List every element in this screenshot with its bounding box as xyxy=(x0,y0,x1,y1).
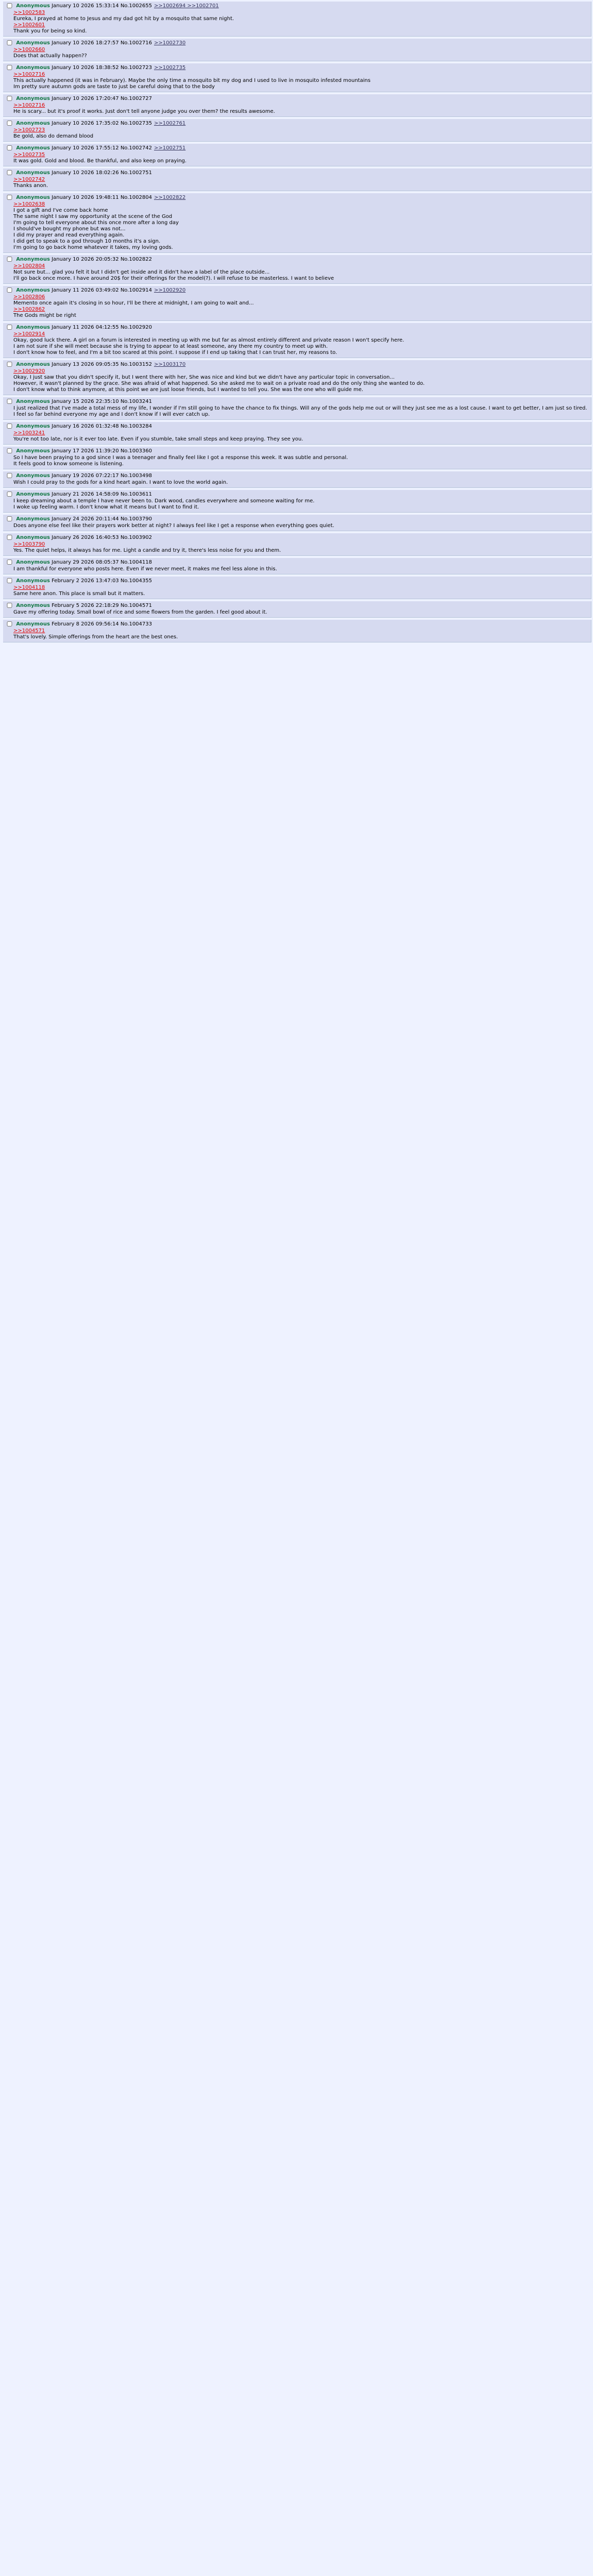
post-info xyxy=(6,287,589,294)
post-number[interactable]: No.1003152 xyxy=(120,362,152,367)
thread xyxy=(0,0,593,642)
poster-name: Anonymous xyxy=(16,603,50,608)
post-date: January 10 2026 17:35:02 xyxy=(49,121,121,126)
post-checkbox[interactable] xyxy=(6,3,13,8)
post xyxy=(3,63,591,92)
post-body: Gave my offering today. Small bowl of rice and some flowers from the garden. I feel good about it. xyxy=(13,609,267,615)
post-checkbox[interactable] xyxy=(6,287,13,293)
post-checkbox[interactable] xyxy=(6,399,13,404)
post xyxy=(3,447,591,469)
post-number[interactable]: No.1003360 xyxy=(120,448,152,454)
poster-name: Anonymous xyxy=(16,516,50,522)
poster-name: Anonymous xyxy=(16,121,50,126)
post-checkbox[interactable] xyxy=(6,448,13,453)
post-info xyxy=(6,516,589,522)
post-checkbox[interactable] xyxy=(6,145,13,150)
poster-name: Anonymous xyxy=(16,362,50,367)
post-body: >>1002638 I got a gift and I've come back home The same night I saw my opportunity at the scene of the God I'm going to tell everyone about this once more after a long day I should've bought my phone but was not... I did my prayer and read everything again. I did get to speak to a god through 10 months it's a sign. I'm going to go back home whatever it takes, my loving gods. xyxy=(13,201,179,250)
post-info xyxy=(6,534,589,541)
post-number[interactable]: No.1002727 xyxy=(120,96,152,101)
post-checkbox[interactable] xyxy=(6,492,13,497)
post-date: January 24 2026 20:11:44 xyxy=(49,516,121,522)
post-date: January 17 2026 11:39:20 xyxy=(49,448,121,454)
post-number[interactable]: No.1003902 xyxy=(120,535,152,540)
post-date: February 5 2026 22:18:29 xyxy=(49,603,121,608)
post-info xyxy=(6,120,589,127)
post-checkbox[interactable] xyxy=(6,121,13,126)
post-body: >>1004118 Same here anon. This place is small but it matters. xyxy=(13,585,145,597)
post xyxy=(3,2,591,37)
poster-name: Anonymous xyxy=(16,535,50,540)
poster-name: Anonymous xyxy=(16,448,50,454)
post-body: >>1002920 Okay, I just saw that you didn't specify it, but I went there with her, She was nice and kind but we didn't have any particular topic in conversation... However, it wasn't planned by the grace. She was afraid of what happened. So she asked me to wait on a private road and do the only thing she wanted to do. I don't know what to think anymore, at this point we are just loose friends, but I wanted to tell you. She was the one who will guide me. xyxy=(13,368,425,393)
post-body: >>1002723 Be gold, also do demand blood xyxy=(13,127,94,139)
post-checkbox[interactable] xyxy=(6,65,13,70)
post-info xyxy=(6,194,589,201)
post-date: February 2 2026 13:47:03 xyxy=(49,578,121,584)
post-number[interactable]: No.1002735 xyxy=(120,121,152,126)
post xyxy=(3,168,591,191)
post-body: Does anyone else feel like their prayers work better at night? I always feel like I get a response when everything goes quiet. xyxy=(13,523,334,529)
post-body: >>1002914 Okay, good luck there. A girl on a forum is interested in meeting up with me but far as almost entirely different and private reason I won't specify here. I am not sure if she will meet because she is trying to appear to at least someone, any there my country to meet up with. I don't know how to feel, and I'm a bit too scared at this point. I suppose if I end up taking that I can trust her, my reasons to. xyxy=(13,331,404,355)
post xyxy=(3,286,591,321)
post-body: >>1002716 This actually happened (it was in February). Maybe the only time a mosquito bit my dog and I used to live in mosquito infested mountains Im pretty sure autumn gods are taste to just be careful doing that to the body xyxy=(13,72,371,90)
post-date: January 10 2026 20:05:32 xyxy=(49,257,121,262)
post-date: January 11 2026 03:49:02 xyxy=(49,287,121,293)
post-info xyxy=(6,448,589,454)
post-body: >>1003790 Yes. The quiet helps, it always has for me. Light a candle and try it, there's less noise for you and them. xyxy=(13,541,281,553)
post-checkbox[interactable] xyxy=(6,170,13,175)
post-number[interactable]: No.1002914 xyxy=(120,287,152,293)
post xyxy=(3,490,591,513)
post-info xyxy=(6,472,589,479)
post-checkbox[interactable] xyxy=(6,473,13,478)
post xyxy=(3,323,591,358)
post-date: January 10 2026 18:02:26 xyxy=(49,170,121,176)
post-info xyxy=(6,145,589,151)
post-body: >>1002806 Memento once again it's closing in so hour, I'll be there at midnight, I am going to wait and... >>1002862 The Gods might be right xyxy=(13,294,254,318)
post-number[interactable]: No.1002920 xyxy=(120,325,152,330)
post xyxy=(3,601,591,618)
post-body: >>1002735 It was gold. Gold and blood. Be thankful, and also keep on praying. xyxy=(13,152,187,164)
post-info xyxy=(6,170,589,176)
post-checkbox[interactable] xyxy=(6,603,13,608)
backlinks[interactable]: >>1002822 xyxy=(154,195,186,200)
poster-name: Anonymous xyxy=(16,287,50,293)
post-checkbox[interactable] xyxy=(6,560,13,565)
backlinks[interactable]: >>1003170 xyxy=(154,362,186,367)
post-info xyxy=(6,559,589,566)
post-body: I am thankful for everyone who posts here. Even if we never meet, it makes me feel less alone in this. xyxy=(13,566,277,572)
post-body: So I have been praying to a god since I was a teenager and finally feel like I got a response this week. It was subtle and personal. It feels good to know someone is listening. xyxy=(13,455,348,467)
post-info xyxy=(6,256,589,263)
post-number[interactable]: No.1003611 xyxy=(120,492,152,497)
post xyxy=(3,39,591,61)
post-date: January 15 2026 22:35:10 xyxy=(49,399,121,404)
poster-name: Anonymous xyxy=(16,578,50,584)
post-number[interactable]: No.1003284 xyxy=(120,423,152,429)
poster-name: Anonymous xyxy=(16,195,50,200)
post-info xyxy=(6,324,589,331)
post xyxy=(3,533,591,556)
post-checkbox[interactable] xyxy=(6,96,13,101)
post-body: >>1004571 That's lovely. Simple offerings from the heart are the best ones. xyxy=(13,628,178,640)
poster-name: Anonymous xyxy=(16,473,50,479)
post-info xyxy=(6,491,589,498)
post-date: January 21 2026 14:58:09 xyxy=(49,492,121,497)
post-number[interactable]: No.1002822 xyxy=(120,257,152,262)
post-checkbox[interactable] xyxy=(6,195,13,200)
post-date: January 10 2026 18:38:52 xyxy=(49,65,121,71)
post xyxy=(3,515,591,531)
post-date: January 10 2026 17:20:47 xyxy=(49,96,121,101)
backlinks[interactable]: >>1002735 xyxy=(154,65,186,71)
post xyxy=(3,397,591,420)
post-info xyxy=(6,361,589,368)
post-body: Wish I could pray to the gods for a kind heart again. I want to love the world again. xyxy=(13,480,228,485)
post-info xyxy=(6,3,589,9)
poster-name: Anonymous xyxy=(16,621,50,627)
poster-name: Anonymous xyxy=(16,40,50,46)
post-number[interactable]: No.1004571 xyxy=(120,603,152,608)
post-date: January 10 2026 15:33:14 xyxy=(49,3,121,9)
poster-name: Anonymous xyxy=(16,560,50,565)
post-checkbox[interactable] xyxy=(6,423,13,429)
post-date: February 8 2026 09:56:14 xyxy=(49,621,121,627)
backlinks[interactable]: >>1002694 >>1002701 xyxy=(154,3,219,9)
poster-name: Anonymous xyxy=(16,96,50,101)
post-number[interactable]: No.1002751 xyxy=(120,170,152,176)
post xyxy=(3,620,591,642)
backlinks[interactable]: >>1002730 xyxy=(154,40,186,46)
post-body: I just realized that I've made a total mess of my life, I wonder if I'm still going to have the chance to fix things. Will any of the gods help me out or will they just see me as a lost cause. I want to get better, I am just so tired. I feel so far behind everyone my age and I don't know if I will ever catch up. xyxy=(13,405,587,417)
post-number[interactable]: No.1004733 xyxy=(120,621,152,627)
backlinks[interactable]: >>1002920 xyxy=(154,287,186,293)
post xyxy=(3,255,591,284)
post-number[interactable]: No.1003498 xyxy=(120,473,152,479)
backlinks[interactable]: >>1002761 xyxy=(154,121,186,126)
post-info xyxy=(6,64,589,71)
post-date: January 19 2026 07:22:17 xyxy=(49,473,121,479)
post-body: I keep dreaming about a temple I have never been to. Dark wood, candles everywhere and someone waiting for me. I woke up feeling warm. I don't know what it means but I want to find it. xyxy=(13,498,315,510)
poster-name: Anonymous xyxy=(16,399,50,404)
post-info xyxy=(6,95,589,102)
post-checkbox[interactable] xyxy=(6,578,13,583)
post-checkbox[interactable] xyxy=(6,516,13,521)
post-info xyxy=(6,423,589,430)
poster-name: Anonymous xyxy=(16,3,50,9)
post-checkbox[interactable] xyxy=(6,257,13,262)
post-number[interactable]: No.1002804 xyxy=(120,195,152,200)
post-info xyxy=(6,40,589,46)
post-date: January 16 2026 01:32:48 xyxy=(49,423,121,429)
poster-name: Anonymous xyxy=(16,492,50,497)
post-info xyxy=(6,578,589,584)
post-date: January 29 2026 08:05:37 xyxy=(49,560,121,565)
post-body: >>1002804 Not sure but... glad you felt it but I didn't get inside and it didn't have a label of the place outside... I'll go back once more. I have around 20$ for their offerings for the model(?). I will refuse to be masterless. I want to believe xyxy=(13,263,334,281)
post xyxy=(3,422,591,445)
poster-name: Anonymous xyxy=(16,257,50,262)
post-date: January 13 2026 09:05:35 xyxy=(49,362,121,367)
post-number[interactable]: No.1004355 xyxy=(120,578,152,584)
post-body: >>1003241 You're not too late, nor is it ever too late. Even if you stumble, take small steps and keep praying. They see you. xyxy=(13,430,303,442)
post-checkbox[interactable] xyxy=(6,535,13,540)
backlinks[interactable]: >>1002751 xyxy=(154,145,186,151)
post-body: >>1002660 Does that actually happen?? xyxy=(13,47,87,59)
post xyxy=(3,558,591,574)
post-date: January 10 2026 18:27:57 xyxy=(49,40,121,46)
poster-name: Anonymous xyxy=(16,423,50,429)
post-body: >>1002583 Eureka, I prayed at home to Jesus and my dad got hit by a mosquito that same night. >>1002601 Thank you for being so kind. xyxy=(13,10,234,34)
post xyxy=(3,577,591,599)
post-date: January 10 2026 19:48:11 xyxy=(49,195,121,200)
post xyxy=(3,119,591,142)
poster-name: Anonymous xyxy=(16,145,50,151)
post-number[interactable]: No.1004118 xyxy=(120,560,152,565)
post-body: >>1002716 He is scary... but it's proof it works. Just don't tell anyone judge you over them? the results awesome. xyxy=(13,103,275,114)
post-checkbox[interactable] xyxy=(6,621,13,626)
post-checkbox[interactable] xyxy=(6,40,13,45)
post xyxy=(3,193,591,253)
post-number[interactable]: No.1002723 xyxy=(120,65,152,71)
post-checkbox[interactable] xyxy=(6,362,13,367)
post-date: January 10 2026 17:55:12 xyxy=(49,145,121,151)
post xyxy=(3,471,591,488)
poster-name: Anonymous xyxy=(16,170,50,176)
post xyxy=(3,144,591,166)
post-info xyxy=(6,398,589,405)
post-checkbox[interactable] xyxy=(6,325,13,330)
post xyxy=(3,94,591,117)
post xyxy=(3,360,591,395)
post-date: January 26 2026 16:40:53 xyxy=(49,535,121,540)
post-number[interactable]: No.1002655 xyxy=(120,3,152,9)
post-date: January 11 2026 04:12:55 xyxy=(49,325,121,330)
poster-name: Anonymous xyxy=(16,65,50,71)
post-info xyxy=(6,621,589,628)
post-info xyxy=(6,602,589,609)
post-number[interactable]: No.1003790 xyxy=(120,516,152,522)
post-body: >>1002742 Thanks anon. xyxy=(13,177,48,189)
poster-name: Anonymous xyxy=(16,325,50,330)
post-number[interactable]: No.1002742 xyxy=(120,145,152,151)
post-number[interactable]: No.1003241 xyxy=(120,399,152,404)
post-number[interactable]: No.1002716 xyxy=(120,40,152,46)
